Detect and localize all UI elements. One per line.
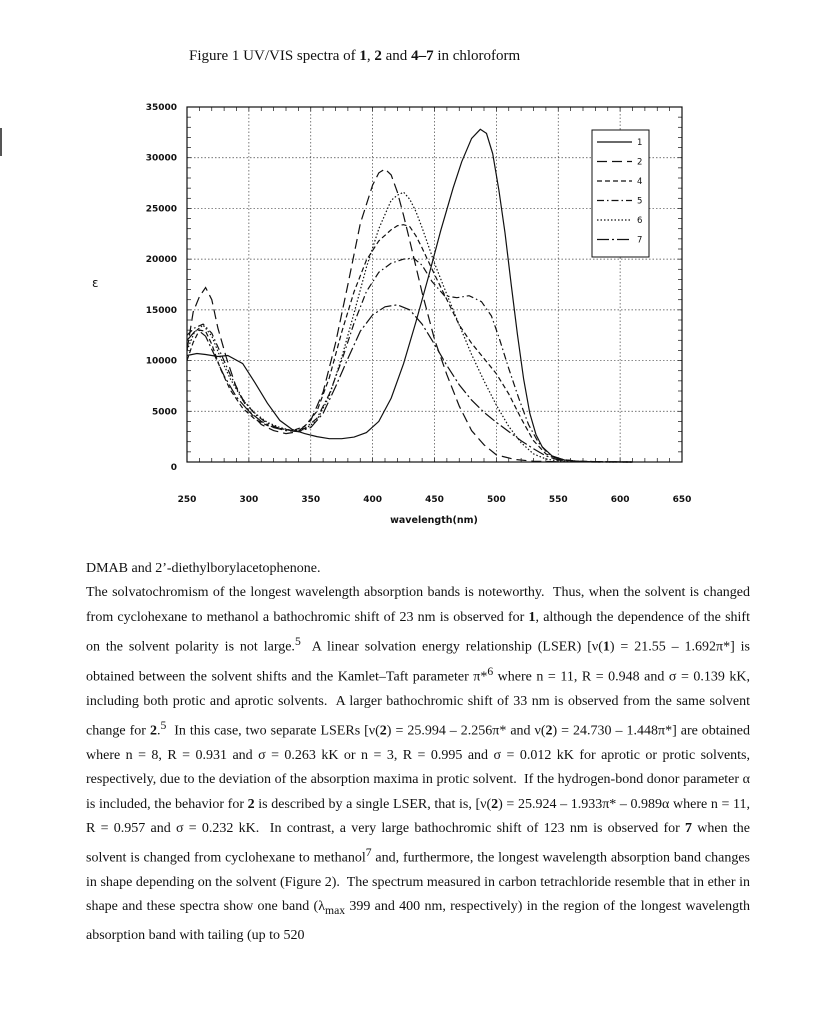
y-tick-label: 25000 — [145, 204, 177, 215]
x-tick-label: 600 — [610, 495, 630, 505]
figure-caption: Figure 1 UV/VIS spectra of 1, 2 and 4–7 in chloroform — [189, 48, 521, 64]
chart-series — [187, 129, 633, 462]
legend-label-7: 7 — [637, 235, 643, 246]
y-tick-label: 0 — [170, 463, 177, 473]
legend-label-5: 5 — [637, 196, 643, 207]
x-tick-label: 500 — [486, 495, 506, 505]
y-tick-label: 10000 — [145, 356, 177, 367]
paragraph-1: DMAB and 2’-diethylborylacetophenone. — [86, 561, 321, 576]
x-tick-label: 650 — [672, 495, 692, 505]
paragraph-2: The solvatochromism of the longest wavelength absorption bands is noteworthy. Thus, when the solvent is changed from cyclohexane to methanol a bathochromic shift of 23 nm is observed for 1, although the dependence of the shift on the solvent polarity is not large.$^5$ A linear solvation energy relationship (LSER) [ν(1) = 21.55 – 1.692π*] is obtained between the solvent shifts and the Kamlet–Taft parameter π*$^6$ where n = 11, R = 0.948 and σ = 0.139 kK, including both protic and aprotic solvents. A larger bathochromic shift of 33 nm is observed from the same solvent change for 2.$^5$ In this case, two separate LSERs [ν(2) = 25.994 – 2.256π* and ν(2) = 24.730 – 1.448π*] are obtained where n = 8, R = 0.931 and σ = 0.263 kK or n = 3, R = 0.995 and σ = 0.012 kK for aprotic or protic solvents, respectively, due to the deviation of the absorption maxima in protic solvent. If the hydrogen-bond donor parameter α is included, the behavior for 2 is described by a single LSER, that is, [ν(2) = 25.924 – 1.933π* – 0.989α where n = 11, R = 0.957 and σ = 0.232 kK. In contrast, a very large bathochromic shift of 123 nm is observed for 7 when the solvent is changed from cyclohexane to methanol$^7$ and, furthermore, the longest wavelength absorption band changes in shape depending on the solvent (Figure 2). The spectrum measured in carbon tetrachloride resemble that in ether in shape and these spectra show one band ($\lambda_{max}$ 399 and 400 nm, respectively) in the region of the longest wavelength absorption band with tailing (up to 520 — [86, 585, 751, 943]
y-tick-label: 15000 — [145, 305, 177, 316]
legend-label-1: 1 — [637, 138, 643, 148]
x-tick-label: 450 — [425, 495, 444, 505]
x-tick-label: 250 — [177, 495, 197, 505]
y-tick-labels — [146, 103, 177, 473]
y-tick-label: 30000 — [145, 153, 177, 164]
legend-label-6: 6 — [637, 216, 643, 226]
chart-legend — [592, 130, 649, 257]
x-tick-label: 300 — [239, 495, 259, 505]
series-5-line — [187, 258, 633, 462]
legend-label-2: 2 — [637, 157, 643, 168]
x-axis-label: wavelength(nm) — [390, 515, 478, 526]
legend-label-4: 4 — [637, 177, 643, 187]
x-tick-label: 550 — [548, 495, 568, 505]
y-tick-label: 20000 — [145, 255, 177, 266]
y-tick-label: 35000 — [145, 103, 177, 113]
x-tick-label: 350 — [301, 495, 321, 505]
y-axis-label: ε — [92, 276, 99, 290]
body-text — [86, 557, 750, 948]
series-7-line — [187, 305, 633, 462]
y-tick-label: 5000 — [151, 407, 177, 418]
x-tick-label: 400 — [363, 495, 383, 505]
x-tick-labels — [178, 495, 692, 505]
series-6-line — [187, 192, 633, 462]
